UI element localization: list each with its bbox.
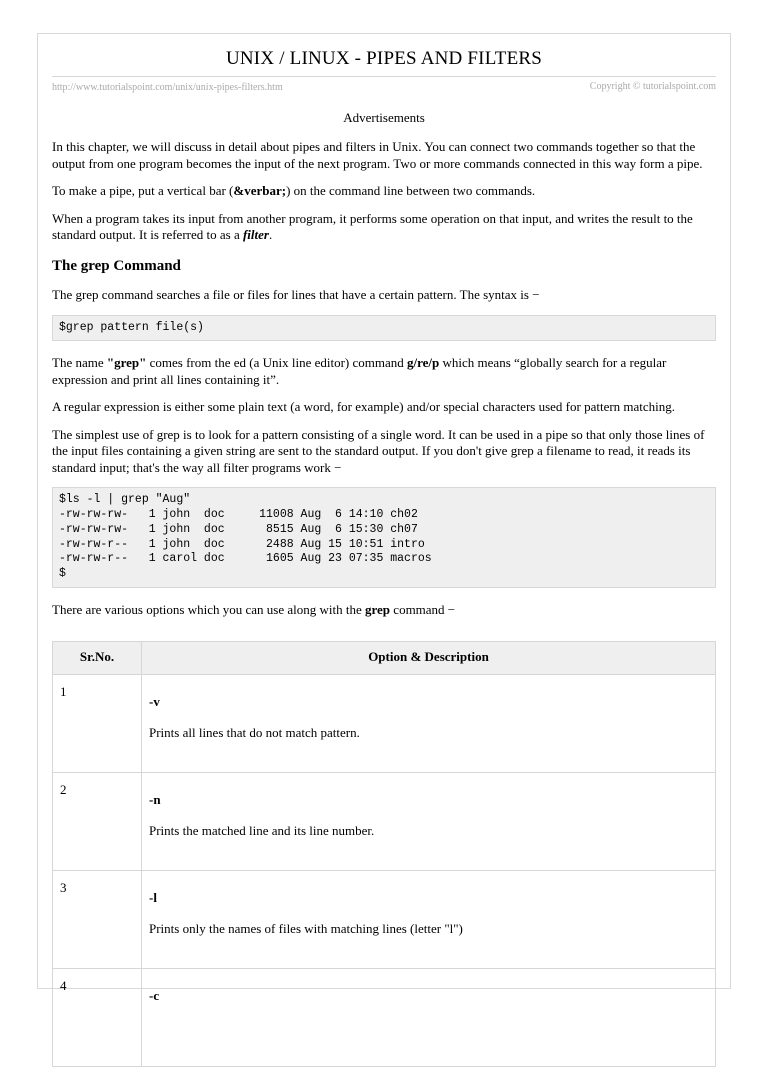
table-header-row [53, 641, 716, 674]
intro-paragraph-2 [52, 183, 716, 200]
option-name: -v [149, 693, 160, 709]
source-url[interactable]: http://www.tutorialspoint.com/unix/unix-pipes-filters.htm [52, 82, 283, 93]
text-span: When a program takes its input from another program, it performs some operation on that input, and writes the result to the standard output. It is referred to as a [52, 210, 693, 242]
header-option-description: Option & Description [142, 641, 716, 674]
syntax-code-block: $grep pattern file(s) [52, 315, 716, 342]
header-divider [52, 76, 716, 77]
table-row [53, 968, 716, 1066]
text-span: . [268, 227, 273, 242]
grep-paragraph-2 [52, 355, 716, 388]
grep-paragraph-4: The simplest use of grep is to look for a pattern consisting of a single word. It can be used in a pipe so that only those lines of the input files containing a given string are sent to the standard output. If you don't give grep a filename to read, it reads its standard input; that's the way all filter programs work − [52, 426, 705, 475]
table-row [53, 772, 716, 870]
row-content [142, 674, 716, 772]
text-span: which means “globally search for a regular expression and print all lines containing it”. [52, 355, 667, 387]
row-number: 1 [53, 674, 142, 772]
table-row [53, 870, 716, 968]
text-span: The name [52, 355, 107, 371]
row-number: 4 [53, 968, 142, 1066]
vertical-bar-entity: &verbar; [233, 183, 287, 198]
grep-paragraph-3: A regular expression is either some plain text (a word, for example) and/or special characters used for pattern matching. [52, 399, 676, 415]
intro-paragraph-1: In this chapter, we will discuss in detail about pipes and filters in Unix. You can connect two commands together so that the output from one program becomes the input of the next program. Two or more commands connected in this way form a pipe. [52, 139, 703, 171]
text-span: There are various options which you can use along with the [52, 602, 365, 618]
intro-paragraph-3 [52, 211, 716, 244]
article-content [52, 139, 716, 1067]
g-re-p-command: g/re/p [407, 355, 440, 371]
row-content [142, 772, 716, 870]
text-span: To make a pipe, put a vertical bar ( [52, 183, 234, 198]
option-description: Prints only the names of files with matching lines (letter "l") [149, 921, 463, 937]
row-number: 2 [53, 772, 142, 870]
grep-name: "grep" [106, 355, 147, 371]
option-description: Prints the matched line and its line number. [149, 823, 375, 839]
option-name: -n [149, 791, 161, 807]
options-table [52, 641, 716, 1067]
section-heading-grep: The grep Command [52, 257, 181, 274]
grep-paragraph-5 [52, 602, 716, 619]
option-name: -l [149, 889, 157, 905]
table-row [53, 674, 716, 772]
option-description: Prints all lines that do not match pattern. [149, 725, 360, 741]
advertisements-label: Advertisements [343, 110, 425, 125]
copyright-notice: Copyright © tutorialspoint.com [589, 81, 716, 92]
example-code-block: $ls -l | grep "Aug" -rw-rw-rw- 1 john doc 11008 Aug 6 14:10 ch02 -rw-rw-rw- 1 john doc 8515 Aug 6 15:30 ch07 -rw-rw-r-- 1 john doc 2488 Aug 15 10:51 intro -rw-rw-r-- 1 carol doc 1605 Aug 23 07:35 macros $ [52, 487, 716, 588]
page-title: UNIX / LINUX - PIPES AND FILTERS [225, 48, 543, 69]
grep-bold: grep [365, 602, 391, 618]
row-number: 3 [53, 870, 142, 968]
grep-paragraph-1: The grep command searches a file or files for lines that have a certain pattern. The syntax is − [52, 287, 540, 302]
text-span: command − [390, 602, 456, 618]
page-frame [37, 33, 731, 1003]
row-content [142, 968, 716, 1066]
text-span: ) on the command line between two commands. [286, 183, 536, 198]
header-srno: Sr.No. [53, 641, 142, 674]
filter-term: filter [242, 227, 269, 242]
row-content [142, 870, 716, 968]
option-name: -c [149, 987, 160, 1003]
text-span: comes from the ed (a Unix line editor) command [146, 355, 408, 371]
